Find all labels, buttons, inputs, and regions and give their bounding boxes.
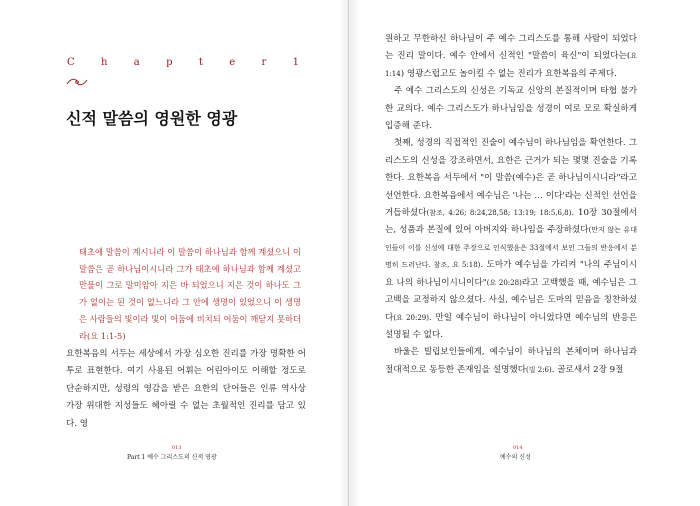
text-run: 라고 고백했을 때, 예수님은 그 고백을 교정하지 않으셨다. 사실, 예수님은 도마의 믿음을 칭찬하셨다: [385, 277, 638, 323]
text-run: . 10장 30절에서는, 성품과 본질에 있어 아버지와 하나임을 주장하셨다: [385, 208, 638, 236]
gutter-shadow: [339, 0, 349, 506]
paragraph: [385, 344, 637, 379]
chapter-title: 신적 말씀의 영원한 영광: [66, 109, 238, 128]
reference: 요 1:14: [385, 52, 637, 78]
paragraph: [385, 31, 637, 83]
flourish-ornament-icon: [66, 76, 88, 88]
chapter-letter: h: [101, 57, 108, 68]
gutter-shadow: [350, 0, 360, 506]
text-run: 첫째, 성경의 직접적인 진술이 예수님이 하나님임을 확언한다. 그리스도의 신성을 강조하면서, 요한은 근거가 되는 몇몇 진술을 기록한다. 요한복음 서두에서 "이 말씀(예수)은 곧 하나님이시니라"라고 선언한다. 요한복음에서 예수님은 '나는 … 이다'라는 신적인 선언을 거듭하셨다: [385, 138, 637, 219]
scripture-quote: 태초에 말씀이 계시니라 이 말씀이 하나님과 함께 계셨으니 이 말씀은 곧 하나님이시니라 그가 태초에 하나님과 함께 계셨고 만물이 그로 말미암아 지은 바 되었으니 지은 것이 하나도 그가 없이는 된 것이 없느니라 그 안에 생명이 있었으니 이 생명은 사람들의 빛이라 빛이 어둠에 비치되 어둠이 깨닫지 못하더라(요 1:1-5): [79, 247, 301, 341]
reference: (요 20:28): [486, 278, 522, 287]
text-run: 바울은 빌립보인들에게, 예수님이 하나님의 본체이며 하나님과 절대적으로 동등한 존재임을 설명했다: [385, 347, 637, 375]
text-run: . 골로새서 2장 9절: [551, 364, 624, 375]
page-number: 014: [513, 445, 523, 451]
chapter-letter: p: [166, 57, 173, 68]
chapter-number: 1: [292, 57, 299, 68]
chapter-letter: e: [229, 57, 236, 68]
chapter-letter: r: [261, 57, 267, 68]
reference: (빌 2:6): [526, 365, 552, 374]
right-body-text: [385, 31, 637, 379]
text-run: 원하고 무한하신 하나님이 주 예수 그리스도를 통해 사람이 되었다는 진리 말이다. 예수 안에서 신적인 "말씀이 육신"이 되었다는(: [385, 34, 637, 62]
reference: (만지 않는 유대인들이 이를 신성에 대한 주장으로 인식했음은 33절에서 보인 그들의 반응에서 분명히 드러난다. 참조, 요 5:18): [385, 226, 637, 270]
text-run: . 도마가 예수님을 가리켜 "나의 주님이시요 나의 하나님이시니이다": [385, 260, 637, 288]
running-footer: 예수의 신성: [500, 454, 531, 461]
reference: (참조, 4:26; 8:24,28,58; 13:19; 18:5,6,8): [426, 209, 572, 218]
paragraph: [385, 135, 637, 344]
body-text: 요한복음의 서두는 세상에서 가장 심오한 진리를 가장 명확한 어투로 표현한다. 여기 사용된 어휘는 어린아이도 이해할 정도로 단순하지만, 성령의 영감을 받은 요한의 단어들은 인류 역사상 가장 위대한 지성들도 헤아릴 수 없는 초월적인 진리를 담고 있다. 영: [66, 349, 306, 429]
text-run: ) 영광스럽고도 놀이킬 수 없는 진리가 요한복음의 주제다.: [400, 68, 617, 79]
chapter-letter: C: [67, 57, 75, 68]
chapter-label: [67, 57, 299, 68]
text-run: . 만일 예수님이 하나님이 아니었다면 예수님의 반응은 설명될 수 없다.: [385, 312, 637, 340]
paragraph: 주 예수 그리스도의 신성은 기독교 신앙의 본질적이며 타협 불가한 교의다. 예수 그리스도가 하나님임을 성경이 여로 모로 확실하게 입증해 준다.: [385, 86, 637, 132]
page-number: 013: [172, 445, 182, 451]
running-footer: Part 1 예수 그리스도의 신적 영광: [127, 454, 217, 461]
chapter-letter: t: [198, 57, 203, 68]
left-page: [0, 0, 349, 506]
reference: (요 20:29): [393, 313, 429, 322]
chapter-letter: a: [133, 57, 140, 68]
